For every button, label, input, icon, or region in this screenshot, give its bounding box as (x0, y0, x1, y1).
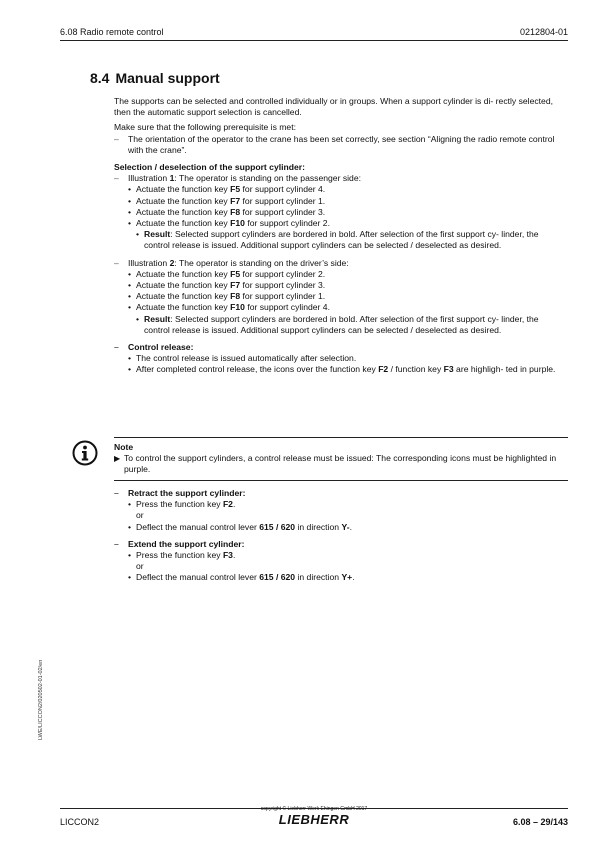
list-item: • Deflect the manual control lever 615 / 620 in direction Y+. (114, 572, 564, 583)
illustration-1-list (114, 184, 564, 251)
intro-paragraph: The supports can be selected and controlled individually or in groups. When a support cylinder is di- rectly selected, then the automatic support selection is cancelled. (114, 96, 553, 118)
page-footer (60, 808, 568, 832)
svg-text:LIEBHERR: LIEBHERR (278, 812, 350, 826)
retract-list (114, 499, 564, 533)
list-item: • Actuate the function key F7 for support cylinder 1. (114, 196, 564, 207)
list-item: • Actuate the function key F10 for support cylinder 4. (114, 302, 564, 313)
list-item: • After completed control release, the icons over the function key F2 / function key F3 are highligh- ted in purple. (114, 364, 564, 375)
illustration-1-item: – Illustration 1: The operator is standing on the passenger side: (114, 173, 564, 184)
page-header (60, 27, 568, 41)
liebherr-logo (268, 812, 360, 826)
prereq-item: – The orientation of the operator to the crane has been set correctly, see section “Aligning the radio remote control with the crane”. (114, 134, 564, 156)
section-number: 8.4 (90, 70, 110, 86)
footer-product: LICCON2 (60, 817, 100, 827)
list-item: • Actuate the function key F7 for support cylinder 3. (114, 280, 564, 291)
selection-heading: Selection / deselection of the support cylinder: (114, 162, 306, 173)
list-item: • Press the function key F2. (114, 499, 564, 510)
note-title: Note (114, 442, 134, 452)
header-doc-number: 0212804-01 (519, 27, 568, 37)
list-item: • Actuate the function key F5 for support cylinder 2. (114, 269, 564, 280)
extend-heading: – Extend the support cylinder: (114, 539, 564, 550)
illustration-2-item: – Illustration 2: The operator is standing on the driver’s side: (114, 258, 564, 269)
section-title (90, 70, 220, 86)
side-document-code: LWE/LICCON2/020502-01-02/en (38, 659, 44, 740)
list-item: • The control release is issued automatically after selection. (114, 353, 564, 364)
header-section: 6.08 Radio remote control (60, 27, 164, 37)
footer-copyright: copyright © Liebherr-Werk Ehingen GmbH 2017 (260, 806, 368, 812)
list-item: • Actuate the function key F8 for support cylinder 3. (114, 207, 564, 218)
prereq-intro: Make sure that the following prerequisite is met: (114, 122, 296, 133)
control-release-list (114, 353, 564, 375)
arrow-right-icon: ▶ (114, 454, 121, 463)
footer-page-number: 6.08 – 29/143 (512, 817, 568, 827)
list-item: • Actuate the function key F5 for support cylinder 4. (114, 184, 564, 195)
list-item: • Actuate the function key F10 for support cylinder 2. (114, 218, 564, 229)
info-icon (72, 440, 98, 466)
result-item: • Result: Selected support cylinders are bordered in bold. After selection of the first support cy- linder, the control release is issued. Additional support cylinders can be selected / deselected as desired. (114, 314, 564, 336)
list-item: • Deflect the manual control lever 615 / 620 in direction Y-. (114, 522, 564, 533)
control-release-heading: – Control release: (114, 342, 564, 353)
or-text: or (136, 561, 144, 572)
section-title-text: Manual support (115, 70, 220, 86)
procedure-content (114, 488, 564, 584)
retract-heading: – Retract the support cylinder: (114, 488, 564, 499)
main-content (114, 96, 564, 376)
illustration-2-list (114, 269, 564, 336)
extend-list (114, 550, 564, 584)
result-item: • Result: Selected support cylinders are bordered in bold. After selection of the first support cy- linder, the control release is issued. Additional support cylinders can be selected / deselected as desired. (114, 229, 564, 251)
list-item: • Press the function key F3. (114, 550, 564, 561)
note-text: To control the support cylinders, a control release must be issued: The corresponding icons must be highlighted in purple. (124, 453, 557, 475)
list-item: • Actuate the function key F8 for support cylinder 1. (114, 291, 564, 302)
note-box (114, 437, 568, 481)
or-text: or (136, 510, 144, 521)
